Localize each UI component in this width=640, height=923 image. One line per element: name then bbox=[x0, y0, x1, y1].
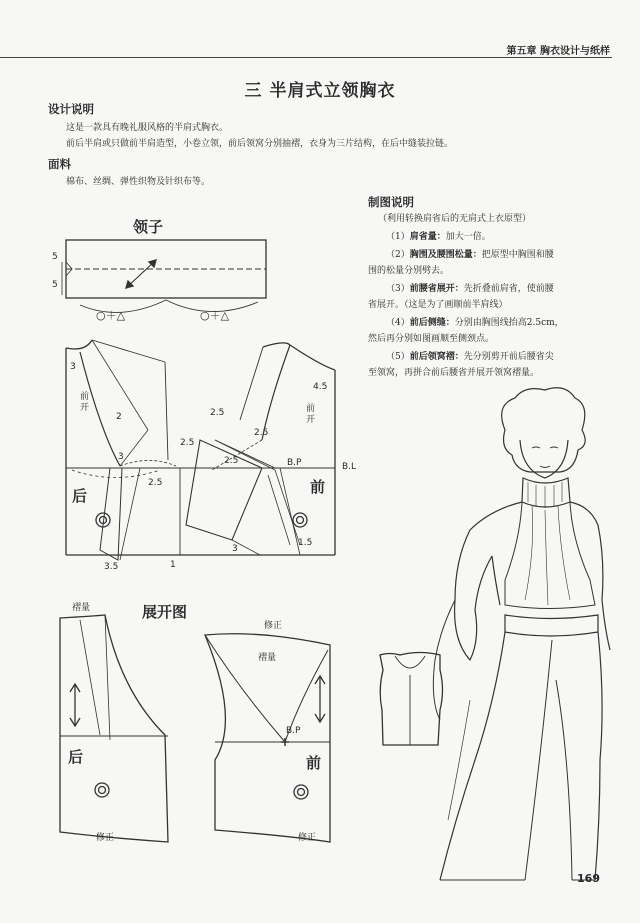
draft-front-open-right: 前 开 bbox=[306, 404, 316, 425]
draft-front-label: 前 bbox=[310, 478, 326, 496]
drafting-intro: （利用转换肩省后的无肩式上衣原型） bbox=[378, 214, 532, 224]
pattern-title: 展开图 bbox=[142, 603, 188, 621]
design-line-2: 前后半肩或只做前半肩造型，小卷立领，前后领窝分别抽褶，衣身为三片结构，在后中缝装拉链。 bbox=[66, 139, 454, 149]
drafting-item-3: （3）前腰省展开：先折叠前肩省，使前腰 bbox=[386, 284, 554, 294]
draft-dim-15: 1.5 bbox=[298, 538, 313, 548]
fabric-line-1: 棉布、丝绸、弹性织物及针织布等。 bbox=[66, 177, 211, 187]
draft-dim-25a: 2.5 bbox=[148, 478, 163, 488]
back-pattern-piece bbox=[60, 615, 168, 842]
garment-flat-sketch bbox=[380, 653, 443, 746]
page-number: 169 bbox=[577, 872, 600, 885]
draft-dim-3c: 3 bbox=[232, 544, 238, 554]
draft-dim-45: 4.5 bbox=[313, 382, 328, 392]
drafting-item-4: （4）前后侧缝：分别由胸围线抬高2.5cm， bbox=[386, 318, 564, 328]
pattern-correct-bottom-left: 修正 bbox=[96, 833, 115, 843]
drafting-item-3-cont: 省展开。（这是为了画顺前半肩线） bbox=[368, 300, 508, 310]
collar-measure-left: ○＋△ bbox=[96, 309, 126, 322]
draft-bp-label: B.P bbox=[287, 458, 302, 468]
page-title: 三 半肩式立领胸衣 bbox=[244, 81, 396, 101]
draft-front-open-left: 前 开 bbox=[80, 392, 90, 413]
draft-dim-25d: 2.5 bbox=[254, 428, 269, 438]
drafting-item-4-cont: 然后再分别如图画顺至侧颈点。 bbox=[368, 334, 495, 344]
draft-dim-2a: 2 bbox=[116, 412, 122, 422]
draft-dim-25c: 2.5 bbox=[210, 408, 225, 418]
drafting-item-5-cont: 至领窝，再拼合前后腰省并展开领窝褶量。 bbox=[368, 368, 540, 378]
draft-back-label: 后 bbox=[72, 487, 88, 505]
collar-pattern bbox=[62, 240, 266, 312]
draft-dim-25b: 2.5 bbox=[180, 438, 195, 448]
design-line-1: 这是一款具有晚礼服风格的半肩式胸衣。 bbox=[66, 123, 229, 133]
drafting-item-1: （1）肩省量：加大一倍。 bbox=[386, 232, 491, 242]
collar-title: 领子 bbox=[133, 218, 164, 236]
design-heading: 设计说明 bbox=[48, 102, 94, 116]
pattern-back-label: 后 bbox=[68, 748, 84, 766]
draft-dim-25e: 2.5 bbox=[224, 456, 239, 466]
drafting-item-2-cont: 围的松量分别劈去。 bbox=[368, 266, 450, 276]
back-bodice-draft bbox=[66, 340, 180, 560]
chapter-header: 第五章 胸衣设计与纸样 bbox=[506, 46, 610, 57]
pattern-front-label: 前 bbox=[306, 754, 322, 772]
drafting-heading: 制图说明 bbox=[368, 195, 414, 209]
front-bodice-draft bbox=[180, 343, 335, 555]
front-pattern-piece bbox=[205, 634, 330, 842]
drafting-item-5: （5）前后领窝褶：先分别剪开前后腰省尖 bbox=[386, 352, 554, 362]
fashion-illustration bbox=[433, 388, 610, 880]
pattern-bp-label: B.P bbox=[286, 726, 301, 736]
draft-bl-label: B.L bbox=[342, 462, 357, 472]
collar-dim-top: 5 bbox=[52, 252, 58, 262]
pattern-gather-left: 褶量 bbox=[72, 603, 91, 613]
draft-dim-3a: 3 bbox=[70, 362, 76, 372]
draft-dim-1: 1 bbox=[170, 560, 176, 570]
collar-measure-right: ○＋△ bbox=[200, 309, 230, 322]
drafting-item-2: （2）胸围及腰围松量：把原型中胸围和腰 bbox=[386, 250, 554, 260]
pattern-correct-bottom-right: 修正 bbox=[298, 833, 317, 843]
draft-dim-35: 3.5 bbox=[104, 562, 119, 572]
collar-dim-bottom: 5 bbox=[52, 280, 58, 290]
pattern-correct-top: 修正 bbox=[264, 621, 283, 631]
fabric-heading: 面料 bbox=[48, 157, 71, 171]
pattern-gather-right: 褶量 bbox=[258, 653, 277, 663]
draft-dim-3b: 3 bbox=[118, 452, 124, 462]
